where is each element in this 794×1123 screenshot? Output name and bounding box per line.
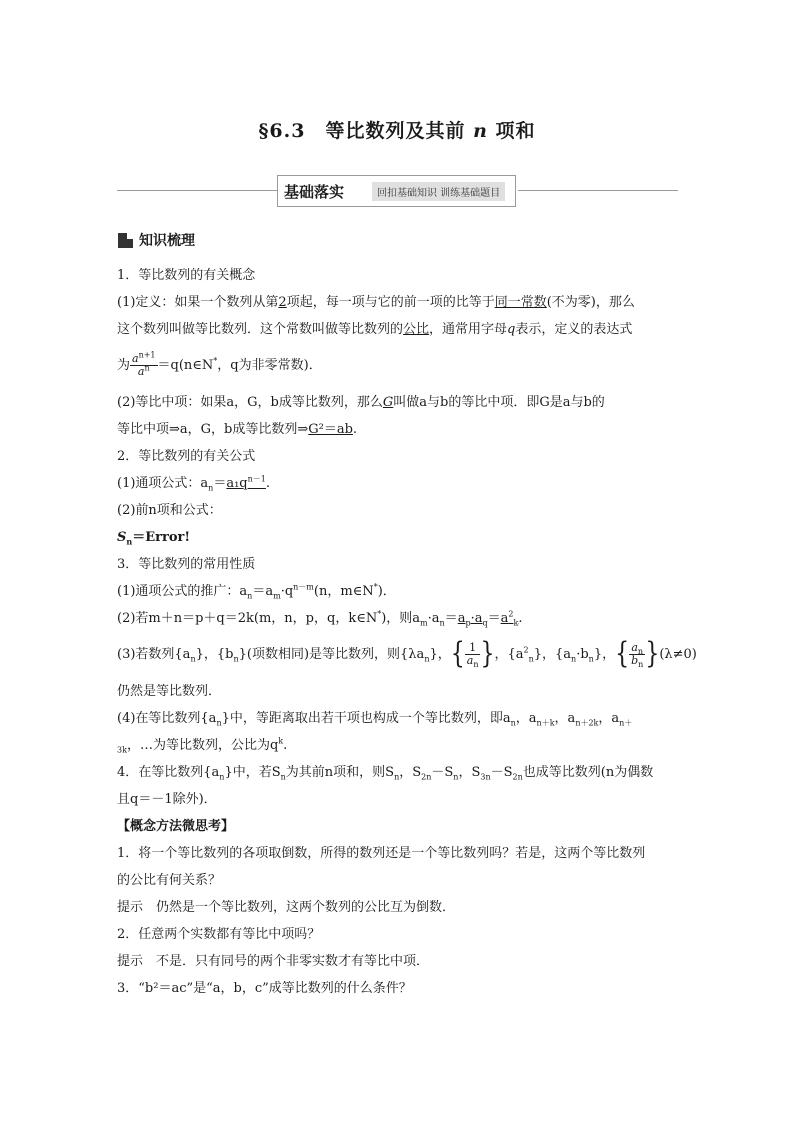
section-heading: 知识梳理 bbox=[118, 230, 195, 250]
text-line: 3．“b²＝ac”是“a，b，c”成等比数列的什么条件？ bbox=[117, 981, 412, 996]
text-line: 4．在等比数列$\{a_n\}$中，若$S_n$为其前n项和，则$S_n$，$S_{2n}-S_n$，$S_{3n}-S_{2n}$也成等比数列(n为偶数 bbox=[117, 765, 654, 782]
left-brace: { bbox=[450, 637, 465, 671]
text-line: $S_n=Error$! bbox=[117, 530, 191, 547]
text-line: 1．将一个等比数列的各项取倒数，所得的数列还是一个等比数列吗？若是，这两个等比数列 bbox=[117, 846, 646, 861]
right-brace: } bbox=[480, 637, 495, 671]
text-line: (2)等比中项：如果a，G，b成等比数列，那么G叫做a与b的等比中项．即G是a与b的 bbox=[117, 395, 605, 410]
banner-title: 基础落实 bbox=[284, 182, 345, 201]
left-brace: { bbox=[615, 637, 630, 671]
divider-right bbox=[518, 190, 678, 191]
banner-subtitle: 回扣基础知识 训练基础题目 bbox=[372, 182, 505, 201]
text-line: (3)若数列$\{a_n\}$，$\{b_n\}$(项数相同)是等比数列，则$\{\lambda a_n\}$，{ $\frac{1}{a_n}$ }，$\{a^2_n\}$，$\{a_n\cdot b_n\}$，{ $\frac{a_n}{b_n}$ }(λ≠0) bbox=[117, 637, 697, 671]
text-line: 2．任意两个实数都有等比中项吗？ bbox=[117, 927, 321, 942]
document-body bbox=[117, 262, 697, 1002]
text-line: (2)若m＋n＝p＋q＝2k(m，n，p，q，k∈N*)，则$a_m\cdot a_n=a_p\cdot a_q=a^2_k$. bbox=[117, 609, 523, 628]
text-line: 2．等比数列的有关公式 bbox=[117, 449, 256, 464]
text-line: $_{3k}$，…为等比数列，公比为$q^k$. bbox=[117, 736, 288, 755]
page-title: §6.3 等比数列及其前 n 项和 bbox=[258, 120, 536, 142]
fraction: $\frac{a^{n+1}}{a^n}$ bbox=[132, 350, 156, 378]
square-icon bbox=[118, 233, 133, 248]
text-line: 提示 仍然是一个等比数列，这两个数列的公比互为倒数． bbox=[117, 900, 456, 915]
text-line: (1)通项公式的推广：$a_n=a_m\cdot q^{n-m}(n$，m∈N*)． bbox=[117, 582, 396, 601]
text-line: 为 $\frac{a^{n+1}}{a^n}$ ＝q(n∈N*，q为非零常数)． bbox=[117, 350, 322, 378]
text-line: (4)在等比数列$\{a_n\}$中，等距离取出若干项也构成一个等比数列，即$a_n$，$a_{n+k}$，$a_{n+2k}$，$a_{n+}$ bbox=[117, 711, 633, 728]
text-line: (2)前n项和公式： bbox=[117, 503, 222, 518]
divider-left bbox=[117, 190, 277, 191]
text-line: 1．等比数列的有关概念 bbox=[117, 268, 256, 283]
fraction: $\frac{1}{a_n}$ bbox=[466, 641, 479, 670]
text-line: (1)定义：如果一个数列从第2项起，每一项与它的前一项的比等于同一常数(不为零)，那么 bbox=[117, 295, 635, 310]
text-line: 仍然是等比数列． bbox=[117, 684, 222, 699]
text-line: 3．等比数列的常用性质 bbox=[117, 557, 256, 572]
text-line: 且q＝－1除外)． bbox=[117, 792, 217, 807]
text-line: 提示 不是．只有同号的两个非零实数才有等比中项． bbox=[117, 954, 430, 969]
section-banner bbox=[277, 175, 516, 207]
text-line: 等比中项⇒a，G，b成等比数列⇒G²＝ab. bbox=[117, 422, 358, 437]
fraction: $\frac{a_n}{b_n}$ bbox=[631, 641, 644, 670]
text-line: (1)通项公式：$a_n=a_1q^{n-1}$. bbox=[117, 474, 271, 493]
subheading: 【概念方法微思考】 bbox=[117, 819, 235, 834]
right-brace: } bbox=[645, 637, 660, 671]
text-line: 这个数列叫做等比数列．这个常数叫做等比数列的公比，通常用字母q表示，定义的表达式 bbox=[117, 322, 633, 337]
text-line: 的公比有何关系？ bbox=[117, 873, 222, 888]
